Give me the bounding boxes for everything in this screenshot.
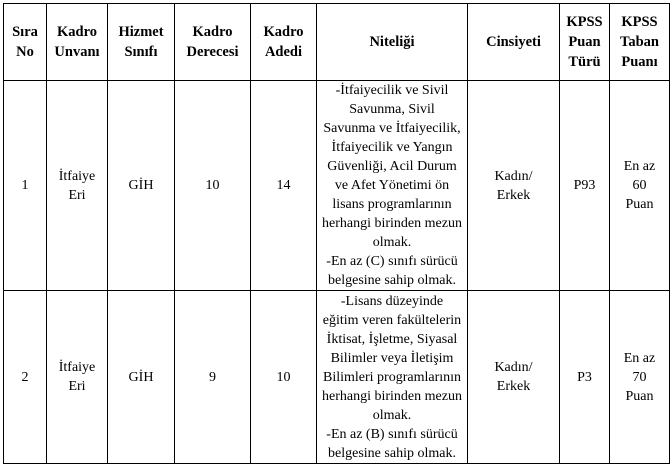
- header-text: Sınıfı: [124, 44, 158, 60]
- nitelik-line: Güvenliği, Acil Durum: [327, 159, 457, 174]
- header-cinsiyeti: [468, 4, 560, 81]
- cell-text: Puan: [625, 197, 654, 212]
- header-text: Sıra: [12, 24, 38, 40]
- header-text: KPSS: [621, 14, 658, 30]
- nitelik-line: -En az (B) sınıfı sürücü: [326, 426, 458, 442]
- header-sira-no: [4, 4, 47, 81]
- header-text: Kadro: [263, 24, 304, 40]
- nitelik-line: herhangi birinden mezun: [322, 388, 462, 404]
- cell-text: En az: [623, 159, 656, 174]
- header-kadro-derecesi: [175, 4, 251, 81]
- header-text: Puan: [568, 34, 601, 50]
- cell-cinsiyeti: [468, 81, 560, 291]
- cell-hizmet-sinifi: GİH: [108, 291, 175, 464]
- cell-kadro-unvani: [47, 291, 108, 464]
- nitelik-line: -En az (C) sınıfı sürücü: [326, 254, 458, 269]
- nitelik-line: Savunma ve İtfaiyecilik,: [323, 121, 461, 136]
- cell-hizmet-sinifi: GİH: [108, 81, 175, 291]
- cell-text: Erkek: [496, 187, 531, 203]
- header-kadro-adedi: [251, 4, 317, 81]
- cell-sira-no: 1: [4, 81, 47, 291]
- cell-kadro-unvani: [47, 81, 108, 291]
- nitelik-line: Bilimleri programlarının: [322, 369, 462, 385]
- cell-text: 60: [632, 178, 647, 193]
- cell-text: 70: [632, 369, 647, 385]
- nitelik-line: olmak.: [372, 407, 412, 423]
- cell-text: Eri: [68, 379, 86, 394]
- nitelik-line: İtfaiyecilik ve Yangın: [331, 140, 453, 155]
- cell-text: Kadın/: [494, 360, 533, 375]
- cell-niteligi: [317, 81, 468, 291]
- header-niteligi: [317, 4, 468, 81]
- cell-kadro-adedi: 14: [251, 81, 317, 291]
- header-text: KPSS: [566, 14, 603, 30]
- nitelik-line: olmak.: [372, 235, 412, 250]
- nitelik-line: -İtfaiyecilik ve Sivil: [335, 83, 449, 98]
- header-text: No: [16, 44, 34, 60]
- header-hizmet-sinifi: [108, 4, 175, 81]
- header-kadro-unvani: [47, 4, 108, 81]
- nitelik-line: İktisat, İşletme, Siyasal: [326, 331, 458, 347]
- header-text: Unvanı: [54, 44, 100, 60]
- cell-niteligi: [317, 291, 468, 464]
- cell-text: Erkek: [496, 379, 531, 394]
- cell-kpss-taban-puani: [610, 291, 670, 464]
- cell-kpss-taban-puani: [610, 81, 670, 291]
- cell-kadro-derecesi: 10: [175, 81, 251, 291]
- nitelik-line: belgesine sahip olmak.: [328, 273, 456, 288]
- nitelik-line: belgesine sahip olmak.: [328, 445, 456, 461]
- cell-text: İtfaiye: [58, 168, 96, 184]
- header-row: [4, 4, 670, 81]
- cell-text: Eri: [68, 187, 86, 203]
- cell-sira-no: 2: [4, 291, 47, 464]
- cell-kadro-adedi: 10: [251, 291, 317, 464]
- header-kpss-puan-turu: [560, 4, 610, 81]
- cell-text: En az: [623, 350, 656, 366]
- kadro-table: [3, 3, 670, 464]
- header-text: Niteliği: [369, 34, 415, 50]
- header-text: Adedi: [264, 44, 303, 60]
- header-text: Türü: [568, 54, 601, 70]
- nitelik-line: eğitim veren fakültelerin: [322, 312, 462, 328]
- nitelik-line: Savunma, Sivil: [349, 102, 435, 117]
- nitelik-line: -Lisans düzeyinde: [340, 293, 444, 309]
- header-text: Derecesi: [186, 44, 239, 60]
- nitelik-line: herhangi birinden mezun: [322, 216, 462, 231]
- nitelik-line: Bilimler veya İletişim: [330, 350, 454, 366]
- table-row: [4, 81, 670, 291]
- cell-kpss-puan-turu: P3: [560, 291, 610, 464]
- header-kpss-taban-puani: [610, 4, 670, 81]
- cell-text: Kadın/: [494, 168, 533, 184]
- cell-kpss-puan-turu: P93: [560, 81, 610, 291]
- header-text: Kadro: [192, 24, 233, 40]
- cell-text: Puan: [625, 388, 654, 404]
- header-text: Taban: [620, 34, 659, 50]
- cell-cinsiyeti: [468, 291, 560, 464]
- cell-kadro-derecesi: 9: [175, 291, 251, 464]
- header-text: Kadro: [56, 24, 98, 40]
- header-text: Puanı: [621, 54, 658, 70]
- header-text: Hizmet: [118, 24, 164, 40]
- table-row: [4, 291, 670, 464]
- nitelik-line: lisans programlarının: [332, 197, 452, 212]
- nitelik-line: ve Afet Yönetimi ön: [334, 178, 450, 193]
- cell-text: İtfaiye: [58, 360, 96, 375]
- header-text: Cinsiyeti: [486, 34, 541, 50]
